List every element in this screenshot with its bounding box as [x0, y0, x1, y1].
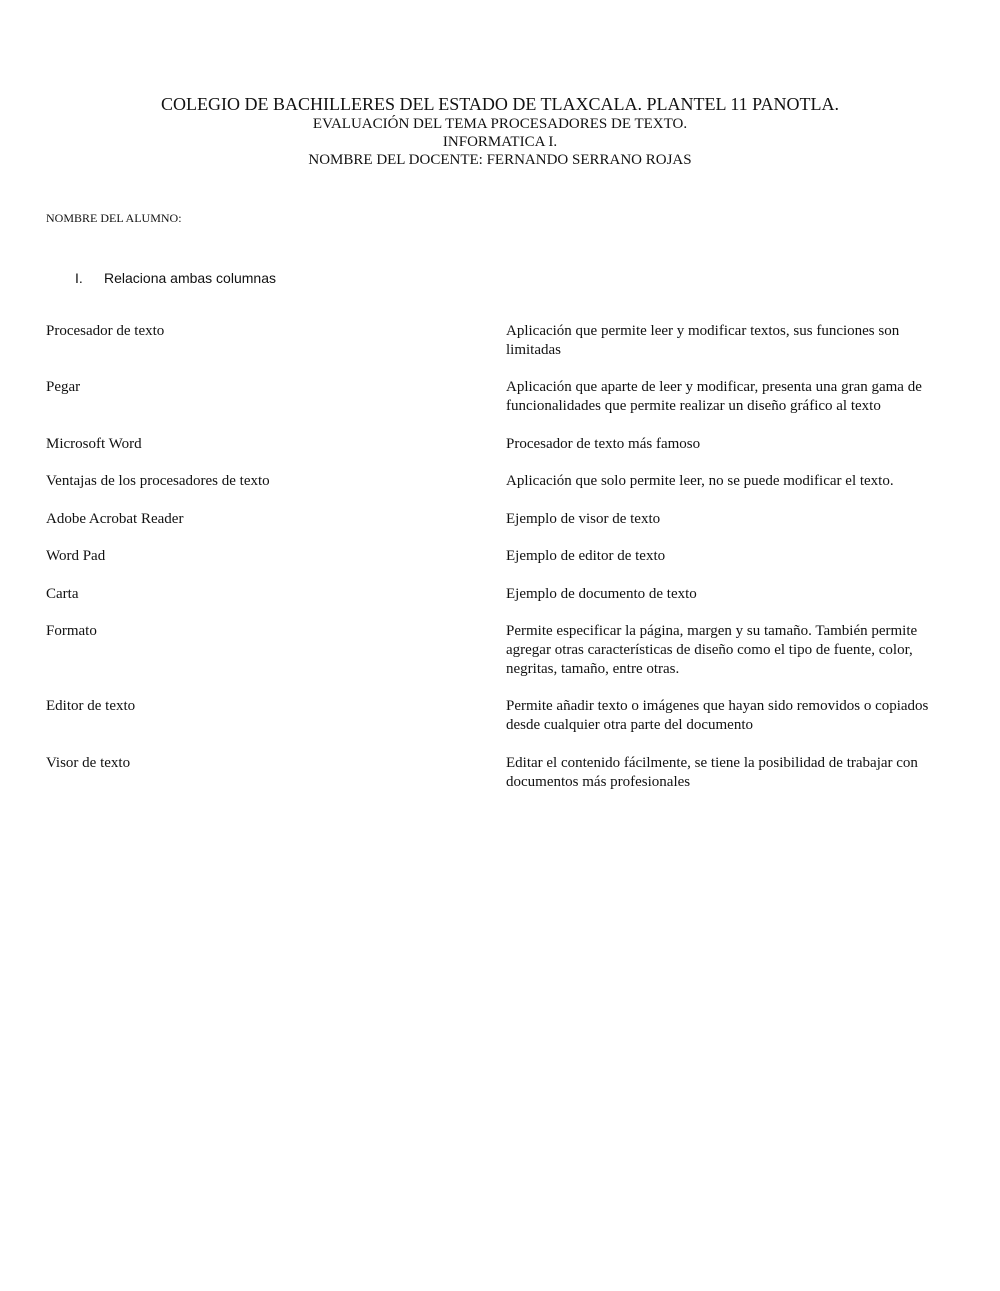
definition-text: Permite añadir texto o imágenes que hayan sido removidos o copiados desde cualquier otra parte del documento [506, 698, 929, 733]
term-text: Formato [46, 623, 97, 639]
definition-text: Ejemplo de editor de texto [506, 548, 666, 564]
term-text: Procesador de texto [46, 323, 165, 339]
term-text: Microsoft Word [46, 436, 142, 452]
term-text: Carta [46, 586, 79, 602]
section-instruction [75, 269, 276, 287]
course-name: INFORMATICA I. [442, 134, 558, 150]
definition-text: Aplicación que solo permite leer, no se puede modificar el texto. [506, 473, 894, 489]
term-text: Ventajas de los procesadores de texto [46, 473, 270, 489]
term-text: Pegar [46, 379, 81, 395]
term-text: Word Pad [46, 548, 106, 564]
teacher-name: NOMBRE DEL DOCENTE: FERNANDO SERRANO ROJAS [308, 152, 692, 168]
definition-text: Ejemplo de visor de texto [506, 511, 661, 527]
definition-text: Ejemplo de documento de texto [506, 586, 697, 602]
definition-text: Aplicación que aparte de leer y modificar, presenta una gran gama de funcionalidades que permite realizar un diseño gráfico al texto [506, 379, 922, 414]
document-header [0, 93, 1000, 169]
definition-text: Permite especificar la página, margen y su tamaño. También permite agregar otras características de diseño como el tipo de fuente, color, negritas, tamaño, entre otras. [506, 623, 918, 677]
section-number: I. [75, 270, 83, 286]
definition-text: Aplicación que permite leer y modificar textos, sus funciones son limitadas [506, 323, 900, 358]
term-text: Adobe Acrobat Reader [46, 511, 184, 527]
school-title: COLEGIO DE BACHILLERES DEL ESTADO DE TLAXCALA. PLANTEL 11 PANOTLA. [160, 94, 839, 114]
definition-text: Procesador de texto más famoso [506, 436, 701, 452]
term-text: Editor de texto [46, 698, 136, 714]
instruction-text: Relaciona ambas columnas [104, 270, 276, 286]
definition-text: Editar el contenido fácilmente, se tiene la posibilidad de trabajar con documentos más profesionales [506, 755, 918, 790]
term-text: Visor de texto [46, 755, 131, 771]
evaluation-topic: EVALUACIÓN DEL TEMA PROCESADORES DE TEXTO. [312, 116, 688, 132]
student-name-label: NOMBRE DEL ALUMNO: [46, 211, 182, 225]
